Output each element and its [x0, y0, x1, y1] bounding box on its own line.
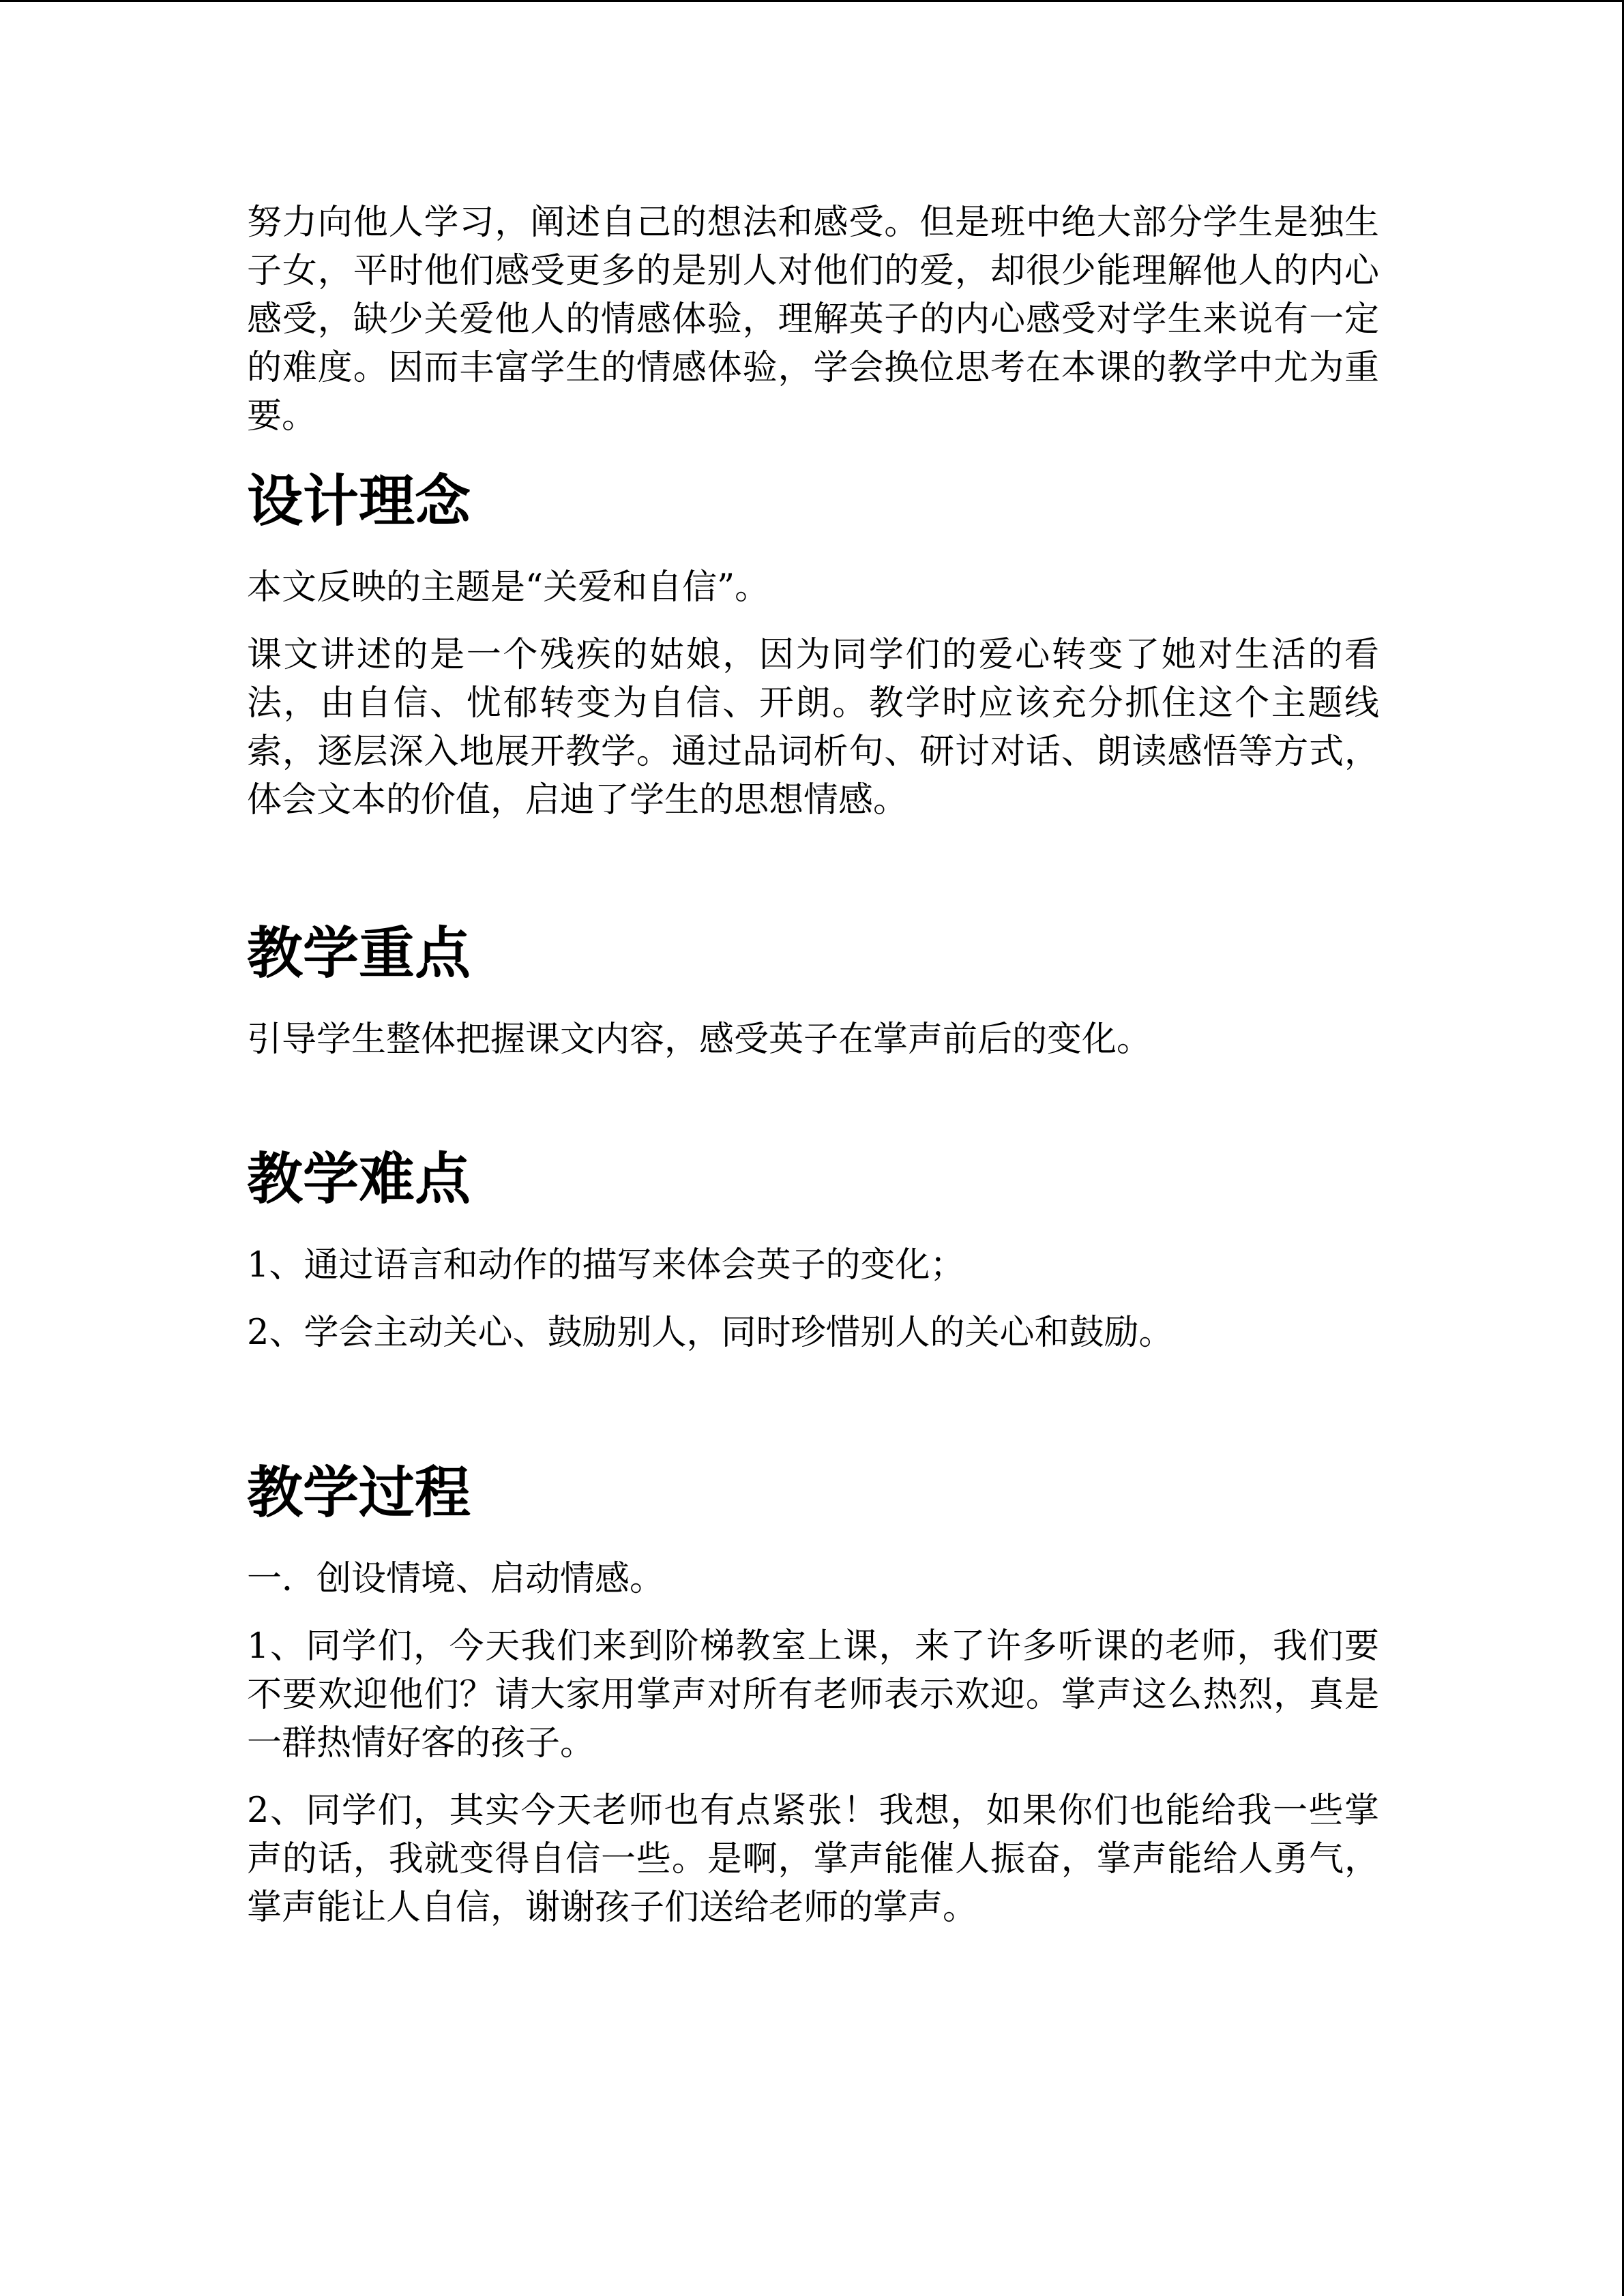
heading-difficulties: 教学难点	[247, 1147, 471, 1212]
heading-design-concept: 设计理念	[247, 469, 471, 534]
heading-teaching-process: 教学过程	[247, 1461, 471, 1525]
intro-paragraph: 努力向他人学习，阐述自己的想法和感受。但是班中绝大部分学生是独生子女，平时他们感受更多的是别人对他们的爱，却很少能理解他人的内心感受，缺少关爱他人的情感体验，理解英子的内心感受对学生来说有一定的难度。因而丰富学生的情感体验，学会换位思考在本课的教学中尤为重要。	[247, 203, 1379, 436]
process-paragraph-2: 1、同学们，今天我们来到阶梯教室上课，来了许多听课的老师，我们要不要欢迎他们？请大家用掌声对所有老师表示欢迎。掌声这么热烈，真是一群热情好客的孩子。	[247, 1626, 1379, 1763]
key-points-paragraph-1: 引导学生整体把握课文内容，感受英子在掌声前后的变化。	[247, 1019, 1152, 1060]
difficulties-paragraph-2: 2、学会主动关心、鼓励别人，同时珍惜别人的关心和鼓励。	[247, 1313, 1174, 1353]
heading-key-points: 教学重点	[247, 921, 471, 986]
document-content	[247, 198, 1379, 1932]
design-paragraph-2: 课文讲述的是一个残疾的姑娘，因为同学们的爱心转变了她对生活的看法，由自信、忧郁转变为自信、开朗。教学时应该充分抓住这个主题线索，逐层深入地展开教学。通过品词析句、研讨对话、朗读感悟等方式，体会文本的价值，启迪了学生的思想情感。	[247, 635, 1379, 820]
difficulties-paragraph-1: 1、通过语言和动作的描写来体会英子的变化；	[247, 1245, 965, 1285]
design-paragraph-1: 本文反映的主题是“关爱和自信”。	[247, 567, 770, 608]
process-paragraph-3: 2、同学们，其实今天老师也有点紧张！我想，如果你们也能给我一些掌声的话，我就变得自信一些。是啊，掌声能催人振奋，掌声能给人勇气，掌声能让人自信，谢谢孩子们送给老师的掌声。	[247, 1791, 1379, 1928]
process-paragraph-1: 一．创设情境、启动情感。	[247, 1559, 665, 1599]
